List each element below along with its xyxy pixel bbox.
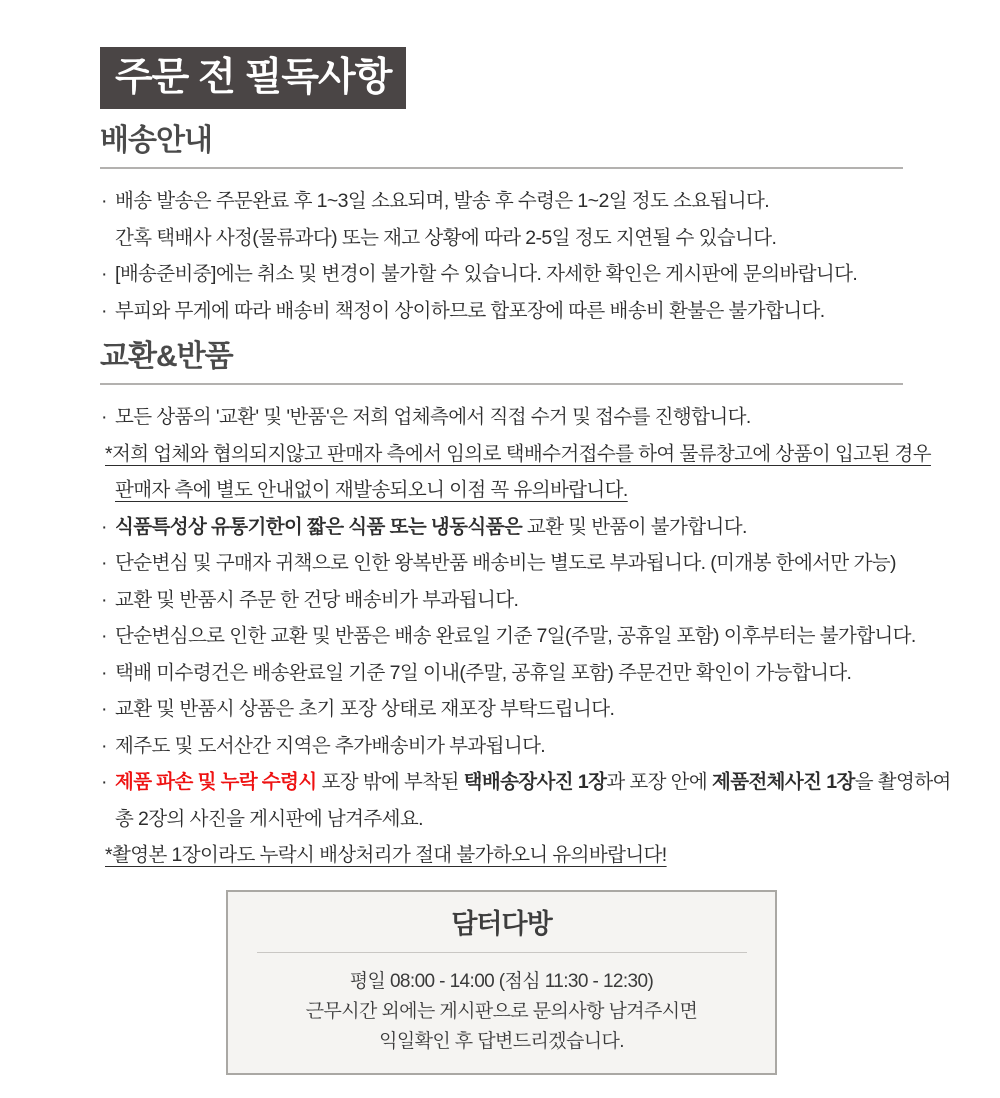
line-content — [115, 698, 614, 720]
line-content — [115, 227, 776, 249]
bullet-marker: · — [101, 299, 107, 322]
text-segment: 제품전체사진 1장 — [711, 771, 855, 793]
line-content — [115, 589, 518, 611]
footer-divider — [257, 952, 747, 953]
line-content — [115, 662, 851, 684]
notice-line — [100, 183, 903, 220]
notice-line — [100, 293, 903, 330]
bullet-marker: · — [101, 515, 107, 538]
business-hours: 평일 08:00 - 14:00 (점심 11:30 - 12:30) — [349, 970, 654, 992]
notice-line — [100, 728, 903, 765]
text-segment: 택배송장사진 1장 — [463, 771, 607, 793]
text-segment: 단순변심 및 구매자 귀책으로 인한 왕복반품 배송비는 별도로 부과됩니다. (미개봉 한에서만 가능) — [115, 552, 896, 574]
section-heading: 배송안내 — [100, 124, 212, 157]
warning-text-segment: 제품 파손 및 누락 수령시 — [115, 771, 317, 793]
shop-name: 담터다방 — [451, 908, 552, 939]
text-segment: [배송준비중]에는 취소 및 변경이 불가할 수 있습니다. 자세한 확인은 게시판에 문의바랍니다. — [115, 263, 858, 285]
notice-line — [100, 509, 903, 546]
text-segment: 을 촬영하여 — [854, 771, 951, 793]
notice-line — [100, 618, 916, 655]
notice-line — [100, 545, 903, 582]
bullet-marker: · — [101, 661, 107, 684]
notice-line — [100, 472, 903, 509]
notice-section — [100, 339, 951, 874]
bullet-marker: · — [101, 734, 107, 757]
notice-section — [100, 123, 903, 329]
line-content — [115, 479, 628, 501]
text-segment: 판매자 측에 별도 안내없이 재발송되오니 이점 꼭 유의바랍니다. — [115, 479, 628, 501]
notice-line — [100, 220, 903, 257]
line-content — [115, 552, 896, 574]
bullet-marker: · — [101, 588, 107, 611]
bullet-marker: · — [101, 771, 107, 793]
bullet-marker: · — [101, 625, 107, 647]
after-hours-note-line2: 익일확인 후 답변드리겠습니다. — [379, 1030, 624, 1052]
text-segment: 과 포장 안에 — [606, 771, 712, 793]
line-content — [115, 808, 423, 830]
line-content — [115, 406, 751, 428]
after-hours-note-line1: 근무시간 외에는 게시판으로 문의사항 남겨주시면 — [305, 1000, 698, 1022]
text-segment: 제주도 및 도서산간 지역은 추가배송비가 부과됩니다. — [115, 734, 546, 757]
contact-hours-box — [226, 890, 777, 1075]
line-content — [105, 442, 931, 465]
text-segment: 택배 미수령건은 배송완료일 기준 7일 이내(주말, 공휴일 포함) 주문건만 확인이 가능합니다. — [115, 661, 852, 684]
bullet-marker: · — [101, 190, 107, 212]
line-content — [105, 844, 667, 866]
notice-line — [100, 801, 903, 838]
bullet-marker: · — [101, 263, 107, 285]
notice-line — [100, 399, 903, 436]
notice-lines — [100, 399, 951, 874]
text-segment: 총 2장의 사진을 게시판에 남겨주세요. — [115, 807, 423, 830]
line-content — [115, 516, 747, 538]
text-segment: 교환 및 반품이 불가합니다. — [522, 515, 747, 538]
text-segment: 단순변심으로 인한 교환 및 반품은 배송 완료일 기준 7일(주말, 공휴일 포함) 이후부터는 불가합니다. — [115, 625, 916, 647]
notice-line — [100, 764, 951, 801]
line-content — [115, 300, 825, 322]
page-title-badge: 주문 전 필독사항 — [100, 47, 406, 109]
text-segment: 촬영본 1장이라도 누락시 배상처리가 절대 불가하오니 유의바랍니다! — [112, 844, 667, 866]
bullet-marker: · — [101, 406, 107, 428]
sections-container — [100, 123, 951, 874]
notice-line — [100, 837, 903, 874]
text-segment: 교환 및 반품시 상품은 초기 포장 상태로 재포장 부탁드립니다. — [115, 698, 615, 720]
notice-line — [100, 256, 903, 293]
text-segment: 부피와 무게에 따라 배송비 책정이 상이하므로 합포장에 따른 배송비 환불은 불가합니다. — [115, 299, 825, 322]
text-segment: 간혹 택배사 사정(물류과다) 또는 재고 상황에 따라 2-5일 정도 지연될 수 있습니다. — [115, 226, 777, 249]
text-segment: 저희 업체와 협의되지않고 판매자 측에서 임의로 택배수거접수를 하여 물류창고에 상품이 입고된 경우 — [112, 442, 931, 465]
line-content — [115, 625, 916, 647]
asterisk-marker: * — [105, 442, 112, 465]
line-content — [115, 263, 857, 285]
notice-line — [100, 582, 903, 619]
line-content — [115, 771, 951, 793]
line-content — [115, 735, 545, 757]
section-divider — [100, 383, 903, 385]
bullet-marker: · — [101, 552, 107, 574]
text-segment: 교환 및 반품시 주문 한 건당 배송비가 부과됩니다. — [115, 588, 519, 611]
notice-line — [100, 691, 903, 728]
section-heading: 교환&반품 — [100, 340, 233, 373]
text-segment: 포장 밖에 부착된 — [316, 771, 464, 793]
text-segment: 식품특성상 유통기한이 짧은 식품 또는 냉동식품은 — [115, 515, 523, 538]
text-segment: 모든 상품의 '교환' 및 '반품'은 저희 업체측에서 직접 수거 및 접수를 진행합니다. — [115, 406, 751, 428]
notice-lines — [100, 183, 903, 329]
notice-line — [100, 436, 931, 473]
bullet-marker: · — [101, 698, 107, 720]
notice-line — [100, 655, 903, 692]
section-divider — [100, 167, 903, 169]
asterisk-marker: * — [105, 844, 112, 866]
line-content — [115, 190, 769, 212]
text-segment: 배송 발송은 주문완료 후 1~3일 소요되며, 발송 후 수령은 1~2일 정도 소요됩니다. — [115, 190, 770, 212]
